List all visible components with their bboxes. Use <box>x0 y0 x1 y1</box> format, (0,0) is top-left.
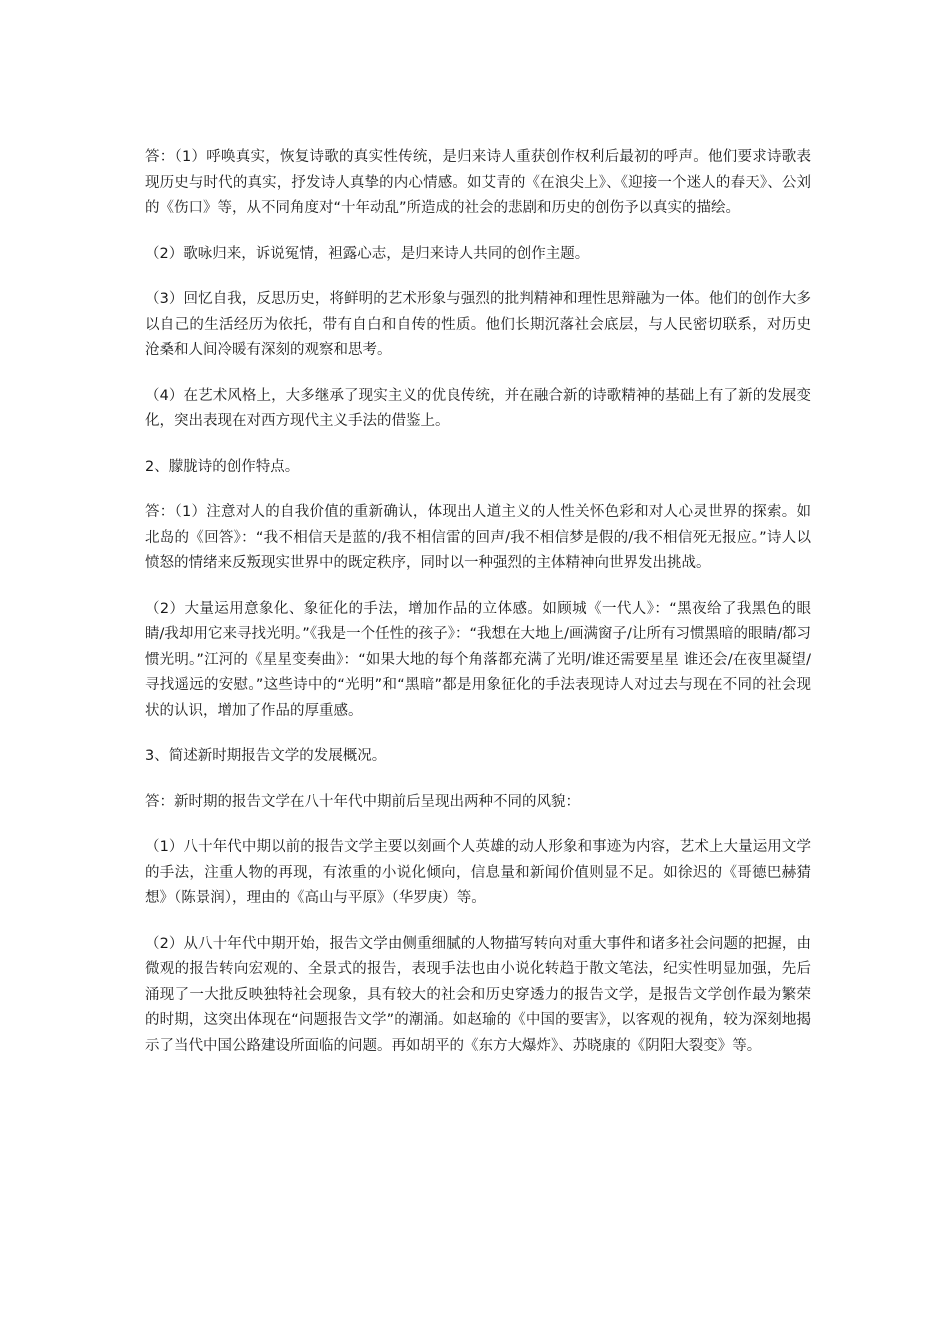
question-3-answer-2-paragraph: （2）从八十年代中期开始，报告文学由侧重细腻的人物描写转向对重大事件和诸多社会问题的把握，由微观的报告转向宏观的、全景式的报告，表现手法也由小说化转趋于散文笔法，纪实性明显加强，先后涌现了一大批反映独特社会现象，具有较大的社会和历史穿透力的报告文学，是报告文学创作最为繁荣的时期，这突出体现在“问题报告文学”的潮涌。如赵瑜的《中国的要害》，以客观的视角，较为深刻地揭示了当代中国公路建设所面临的问题。再如胡平的《东方大爆炸》、苏晓康的《阴阳大裂变》等。 <box>145 935 811 1054</box>
document-body <box>145 145 811 1079</box>
question-3-answer-1-paragraph: （1）八十年代中期以前的报告文学主要以刻画个人英雄的动人形象和事迹为内容，艺术上大量运用文学的手法，注重人物的再现，有浓重的小说化倾向，信息量和新闻价值则显不足。如徐迟的《哥德巴赫猜想》（陈景润），理由的《高山与平原》（华罗庚）等。 <box>145 839 811 906</box>
question-2-answer-2-paragraph: （2）大量运用意象化、象征化的手法，增加作品的立体感。如顾城《一代人》：“黑夜给了我黑色的眼睛/我却用它来寻找光明。”《我是一个任性的孩子》：“我想在大地上/画满窗子/让所有习惯黑暗的眼睛/都习惯光明。”江河的《星星变奏曲》：“如果大地的每个角落都充满了光明/谁还需要星星 谁还会/在夜里凝望/寻找遥远的安慰。”这些诗中的“光明”和“黑暗”都是用象征化的手法表现诗人对过去与现在不同的社会现状的认识，增加了作品的厚重感。 <box>145 600 811 719</box>
answer-2-paragraph: （2）歌咏归来，诉说冤情，袒露心志，是归来诗人共同的创作主题。 <box>145 245 590 262</box>
answer-3-paragraph: （3）回忆自我，反思历史，将鲜明的艺术形象与强烈的批判精神和理性思辩融为一体。他们的创作大多以自己的生活经历为依托，带有自白和自传的性质。他们长期沉落社会底层，与人民密切联系，对历史沧桑和人间冷暖有深刻的观察和思考。 <box>145 291 811 358</box>
answer-1-paragraph: 答：（1）呼唤真实，恢复诗歌的真实性传统，是归来诗人重获创作权利后最初的呼声。他们要求诗歌表现历史与时代的真实，抒发诗人真挚的内心情感。如艾青的《在浪尖上》、《迎接一个迷人的春天》、公刘的《伤口》等，从不同角度对“十年动乱”所造成的社会的悲剧和历史的创伤予以真实的描绘。 <box>145 149 811 216</box>
question-3-heading: 3、简述新时期报告文学的发展概况。 <box>145 748 387 764</box>
question-3-answer-intro: 答：新时期的报告文学在八十年代中期前后呈现出两种不同的风貌： <box>145 793 580 810</box>
answer-4-paragraph: （4）在艺术风格上，大多继承了现实主义的优良传统，并在融合新的诗歌精神的基础上有了新的发展变化，突出表现在对西方现代主义手法的借鉴上。 <box>145 387 811 429</box>
question-2-answer-1-paragraph: 答：（1）注意对人的自我价值的重新确认，体现出人道主义的人性关怀色彩和对人心灵世界的探索。如北岛的《回答》：“我不相信天是蓝的/我不相信雷的回声/我不相信梦是假的/我不相信死无报应。”诗人以愤怒的情绪来反叛现实世界中的既定秩序，同时以一种强烈的主体精神向世界发出挑战。 <box>145 504 811 571</box>
question-2-heading: 2、朦胧诗的创作特点。 <box>145 458 300 475</box>
